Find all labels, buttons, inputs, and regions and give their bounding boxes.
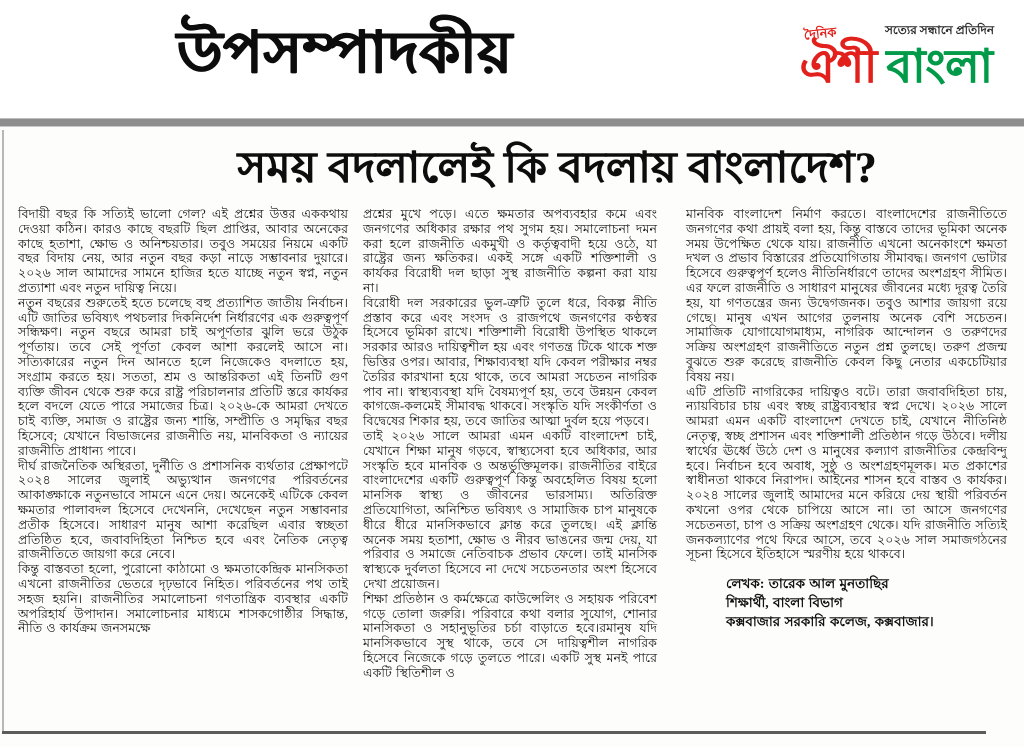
- logo-right-block: [885, 22, 994, 90]
- paragraph: দীর্ঘ রাজনৈতিক অস্থিরতা, দুর্নীতি ও প্রশাসনিক ব্যর্থতার প্রেক্ষাপটে ২০২৪ সালের জুলাই অভ্যুত্থান জনগণের পরিবর্তনের আকাঙ্ক্ষাকে নতুনভাবে সামনে এনে দেয়। অনেকেই এটিকে কেবল ক্ষমতার পালাবদল হিসেবে দেখেননি, দেখেছেন নতুন সম্ভাবনার প্রতীক হিসেবে। সাধারণ মানুষ আশা করেছিল এবার স্বচ্ছতা প্রতিষ্ঠিত হবে, জবাবদিহিতা নিশ্চিত হবে এবং নৈতিক নেতৃত্ব রাজনীতিতে জায়গা করে নেবে।: [18, 458, 348, 562]
- article-column-1: [18, 207, 348, 681]
- editorial-article: [0, 127, 1024, 680]
- masthead-divider-band: [0, 118, 1024, 127]
- paragraph: শিক্ষা প্রতিষ্ঠান ও কর্মক্ষেত্রে কাউন্সেলিং ও সহায়ক পরিবেশ গড়ে তোলা জরুরি। পরিবারে কথা বলার সুযোগ, শোনার মানসিকতা ও সহানুভূতির চর্চা বাড়াতে হবে।রমানুষ যদি মানসিকভাবে সুস্থ থাকে, তবে সে দায়িত্বশীল নাগরিক হিসেবে নিজেকে গড়ে তুলতে পারে। একটি সুস্থ মনই পারে একটি স্থিতিশীল ও: [363, 591, 657, 680]
- article-columns: [18, 207, 1007, 681]
- byline-author: লেখক: তারেক আল মুনতাছির: [726, 576, 889, 592]
- paragraph: বিদায়ী বছর কি সত্যিই ভালো গেল? এই প্রশ্নের উত্তর এককথায় দেওয়া কঠিন। কারও কাছে বছরটি ছিল প্রাপ্তির, আবার অনেকের কাছে হতাশা, ক্ষোভ ও অনিশ্চয়তার। তবুও সময়ের নিয়মে একটি বছর বিদায় নেয়, আর নতুন বছর কড়া নাড়ে সম্ভাবনার দুয়ারে। ২০২৬ সাল আমাদের সামনে হাজির হতে যাচ্ছে নতুন স্বপ্ন, নতুন প্রত্যাশা এবং নতুন দায়িত্ব নিয়ে।: [18, 207, 348, 295]
- paragraph: প্রশ্নের মুখে পড়ে। এতে ক্ষমতার অপব্যবহার কমে এবং জনগণের অধিকার রক্ষার পথ সুগম হয়। সমালোচনা দমন করা হলে রাজনীতি একমুখী ও কর্তৃত্ববাদী হয়ে ওঠে, যা রাষ্ট্রের জন্য ক্ষতিকর। একই সঙ্গে একটি শক্তিশালী ও কার্যকর বিরোধী দল ছাড়া সুস্থ রাজনীতি কল্পনা করা যায় না।: [363, 207, 657, 295]
- paragraph: তাই ২০২৬ সালে আমরা এমন একটি বাংলাদেশ চাই, যেখানে শিক্ষা মানুষ গড়বে, স্বাস্থ্যসেবা হবে অধিকার, আর সংস্কৃতি হবে মানবিক ও অন্তর্ভুক্তিমূলক। রাজনীতির বাইরে বাংলাদেশের একটি গুরুত্বপূর্ণ কিন্তু অবহেলিত বিষয় হলো মানসিক স্বাস্থ্য ও জীবনের ভারসাম্য। অতিরিক্ত প্রতিযোগিতা, অনিশ্চিত ভবিষ্যৎ ও সামাজিক চাপ মানুষকে ধীরে ধীরে মানসিকভাবে ক্লান্ত করে তুলছে। এই ক্লান্তি অনেক সময় হতাশা, ক্ষোভ ও নীরব ভাঙনের জন্ম দেয়, যা পরিবার ও সমাজে নেতিবাচক প্রভাব ফেলে। তাই মানসিক স্বাস্থ্যকে দুর্বলতা হিসেবে না দেখে সচেতনতার অংশ হিসেবে দেখা প্রয়োজন।: [363, 428, 657, 591]
- logo-name-red: ঐশী: [799, 41, 877, 92]
- byline-role: শিক্ষার্থী, বাংলা বিভাগ: [726, 595, 843, 611]
- paragraph: নতুন বছরের শুরুতেই হতে চলেছে বহু প্রত্যাশিত জাতীয় নির্বাচন। এটি জাতির ভবিষ্যৎ পথচলার দিকনির্দেশ নির্ধারণের এক গুরুত্বপূর্ণ সন্ধিক্ষণ। নতুন বছরে আমরা চাই অপূর্ণতার ঝুলি ভরে উঠুক পূর্ণতায়। তবে সেই পূর্ণতা কেবল আশা করলেই আসে না। সত্যিকারের নতুন দিন আনতে হলে নিজেকেও বদলাতে হয়, সংগ্রাম করতে হয়। সততা, শ্রম ও আন্তরিকতা এই তিনটি গুণ ব্যক্তি জীবন থেকে শুরু করে রাষ্ট্র পরিচালনার প্রতিটি স্তরে কার্যকর হলে বদলে যেতে পারে সমাজের চিত্র। ২০২৬-কে আমরা দেখতে চাই ব্যক্তি, সমাজ ও রাষ্ট্রের জন্য শান্তি, সম্প্রীতি ও সমৃদ্ধির বছর হিসেবে; যেখানে বিভাজনের রাজনীতি নয়, মানবিকতা ও ন্যায়ের রাজনীতি প্রাধান্য পাবে।: [18, 295, 348, 458]
- left-edge-rule: [2, 130, 4, 733]
- author-byline: [686, 574, 1007, 631]
- paragraph: বিরোধী দল সরকারের ভুল-ত্রুটি তুলে ধরে, বিকল্প নীতি প্রস্তাব করে এবং সংসদ ও রাজপথে জনগণের কণ্ঠস্বর হিসেবে ভূমিকা রাখে। শক্তিশালী বিরোধী উপস্থিত থাকলে সরকার আরও দায়িত্বশীল হয় এবং গণতন্ত্র টিকে থাকে শক্ত ভিত্তির ওপর। আবার, শিক্ষাব্যবস্থা যদি কেবল পরীক্ষার নম্বর তৈরির কারখানা হয়ে থাকে, তবে আমরা সচেতন নাগরিক পাব না। স্বাস্থ্যব্যবস্থা যদি বৈষম্যপূর্ণ হয়, তবে উন্নয়ন কেবল কাগজে-কলমেই সীমাবদ্ধ থাকবে। সংস্কৃতি যদি সংকীর্ণতা ও বিদ্বেষের শিকার হয়, তবে জাতির আত্মা দুর্বল হয়ে পড়বে।: [363, 295, 657, 429]
- logo-tagline: সত্যের সন্ধানে প্রতিদিন: [884, 23, 994, 37]
- paragraph: মানবিক বাংলাদেশ নির্মাণ করতে। বাংলাদেশের রাজনীতিতে জনগণের কথা প্রায়ই বলা হয়, কিন্তু বাস্তবে তাদের ভূমিকা অনেক সময় উপেক্ষিত থেকে যায়। রাজনীতি এখনো অনেকাংশে ক্ষমতা দখল ও প্রভাব বিস্তারের প্রতিযোগিতায় সীমাবদ্ধ। জনগণ ভোটার হিসেবে গুরুত্বপূর্ণ হলেও নীতিনির্ধারণে তাদের অংশগ্রহণ সীমিত। এর ফলে রাজনীতি ও সাধারণ মানুষের জীবনের মধ্যে দূরত্ব তৈরি হয়, যা গণতন্ত্রের জন্য উদ্বেগজনক। তবুও আশার জায়গা রয়ে গেছে। মানুষ এখন আগের তুলনায় অনেক বেশি সচেতন। সামাজিক যোগাযোগমাধ্যম, নাগরিক আন্দোলন ও তরুণদের সক্রিয় অংশগ্রহণ রাজনীতিতে নতুন প্রশ্ন তুলছে। তরুণ প্রজন্ম বুঝতে শুরু করেছে রাজনীতি কেবল কিছু নেতার একচেটিয়ার বিষয় নয়।: [686, 207, 1007, 384]
- article-column-2: [363, 207, 657, 681]
- masthead: [0, 0, 1024, 118]
- bottom-page-rule: [2, 731, 986, 734]
- article-column-3: [686, 207, 1007, 681]
- logo-name-green: বাংলা: [886, 41, 993, 92]
- newspaper-logo: [800, 22, 994, 90]
- paragraph: এটি প্রতিটি নাগরিকের দায়িত্বও বটে। তারা জবাবদিহিতা চায়, ন্যায়বিচার চায় এবং স্বচ্ছ রাষ্ট্রব্যবস্থার স্বপ্ন দেখে। ২০২৬ সালে আমরা এমন একটি বাংলাদেশ দেখতে চাই, যেখানে নীতিনিষ্ঠ নেতৃত্ব, স্বচ্ছ প্রশাসন এবং শক্তিশালী প্রতিষ্ঠান গড়ে উঠবে। দলীয় স্বার্থের ঊর্ধ্বে উঠে দেশ ও মানুষের কল্যাণ রাজনীতির কেন্দ্রবিন্দু হবে। নির্বাচন হবে অবাধ, সুষ্ঠু ও অংশগ্রহণমূলক। মত প্রকাশের স্বাধীনতা থাকবে নিরাপদ। আইনের শাসন হবে বাস্তব ও কার্যকর। ২০২৪ সালের জুলাই আমাদের মনে করিয়ে দেয় স্থায়ী পরিবর্তন কখনো ওপর থেকে চাপিয়ে আসে না। তা আসে জনগণের সচেতনতা, চাপ ও সক্রিয় অংশগ্রহণ থেকে। যদি রাজনীতি সত্যিই জনকল্যাণের পথে ফিরে আসে, তবে ২০২৬ সাল সমাজগঠনের সূচনা হিসেবে ইতিহাসে স্মরণীয় হয়ে থাকবে।: [686, 384, 1007, 562]
- section-title: উপসম্পাদকীয়: [177, 20, 513, 85]
- logo-left-block: [800, 25, 877, 90]
- article-headline: সময় বদলালেই কি বদলায় বাংলাদেশ?: [237, 145, 877, 192]
- paragraph: কিন্তু বাস্তবতা হলো, পুরোনো কাঠামো ও ক্ষমতাকেন্দ্রিক মানসিকতা এখনো রাজনীতির ভেতরে দৃঢ়ভাবে নিহিত। পরিবর্তনের পথ তাই সহজ হয়নি। রাজনীতির সমালোচনা গণতান্ত্রিক ব্যবস্থার একটি অপরিহার্য উপাদান। সমালোচনার মাধ্যমে শাসকগোষ্ঠীর সিদ্ধান্ত, নীতি ও কার্যক্রম জনসমক্ষে: [18, 562, 348, 636]
- logo-daily-label: দৈনিক: [802, 24, 837, 43]
- byline-institution: কক্সবাজার সরকারি কলেজ, কক্সবাজার।: [726, 614, 934, 630]
